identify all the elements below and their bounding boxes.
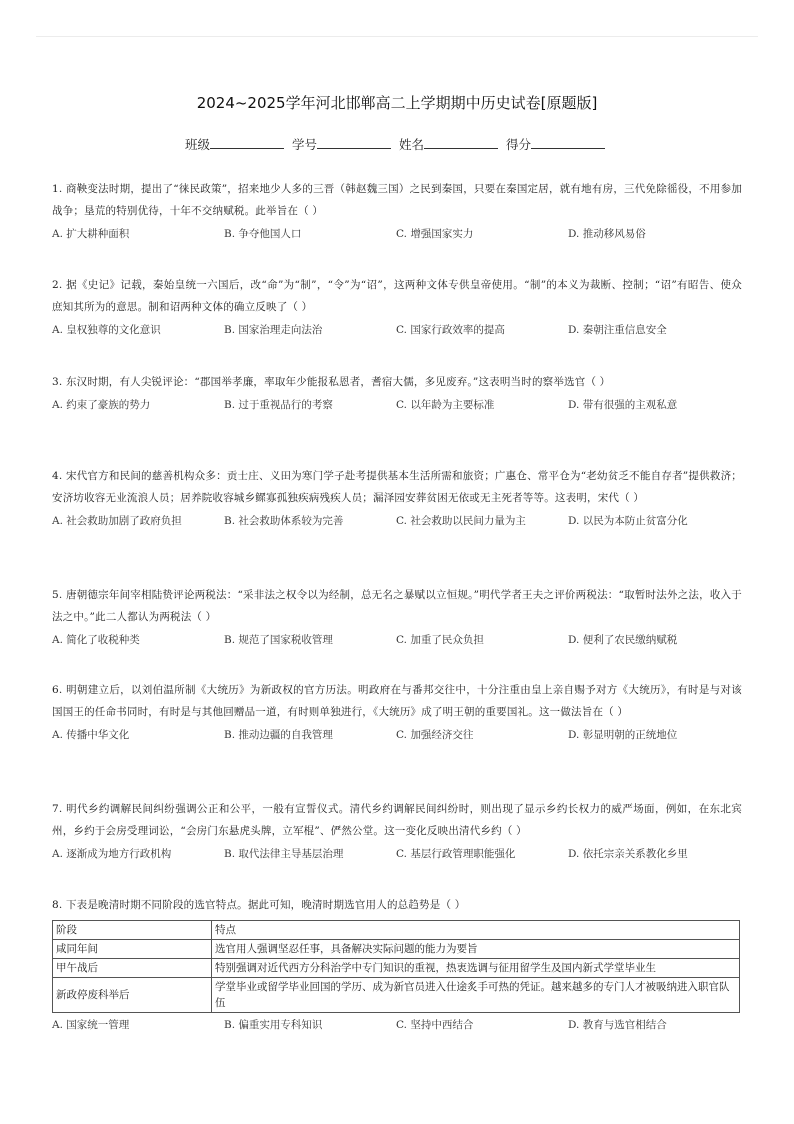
question-stem: 8. 下表是晚清时期不同阶段的选官特点。据此可知，晚清时期选官用人的总趋势是（ ） bbox=[52, 899, 466, 911]
option-c[interactable]: C. 坚持中西结合 bbox=[396, 1019, 474, 1031]
table-header-row bbox=[53, 921, 740, 940]
table-header-cell: 特点 bbox=[212, 921, 740, 940]
score-blank[interactable] bbox=[531, 137, 605, 149]
option-c[interactable]: C. 以年龄为主要标准 bbox=[396, 399, 495, 411]
student-info-line bbox=[0, 135, 794, 153]
option-b[interactable]: B. 国家治理走向法治 bbox=[224, 324, 323, 336]
table-cell-feature: 选官用人强调坚忍任事，具备解决实际问题的能力为要旨 bbox=[212, 940, 740, 959]
option-c[interactable]: C. 加强经济交往 bbox=[396, 729, 474, 741]
option-c[interactable]: C. 社会救助以民间力量为主 bbox=[396, 515, 526, 527]
option-a[interactable]: A. 传播中华文化 bbox=[52, 729, 130, 741]
options-row bbox=[52, 226, 742, 241]
option-b[interactable]: B. 推动边疆的自我管理 bbox=[224, 729, 333, 741]
option-d[interactable]: D. 以民为本防止贫富分化 bbox=[568, 515, 688, 527]
table-cell-stage: 咸同年间 bbox=[53, 940, 212, 959]
option-a[interactable]: A. 扩大耕种面积 bbox=[52, 228, 130, 240]
question-stem: 7. 明代乡约调解民间纠纷强调公正和公平，一般有宣誓仪式。清代乡约调解民间纠纷时，则出现了显示乡约长权力的威严场面，例如，在东北宾州，乡约于会房受理词讼，“会房门东悬虎头牌，立军棍”、俨然公堂。这一变化反映出清代乡约（ ） bbox=[52, 803, 742, 837]
question-5 bbox=[52, 584, 742, 647]
name-blank[interactable] bbox=[424, 137, 498, 149]
option-b[interactable]: B. 偏重实用专科知识 bbox=[224, 1019, 323, 1031]
table-cell-stage: 甲午战后 bbox=[53, 959, 212, 978]
question-stem: 5. 唐朝德宗年间宰相陆贽评论两税法：“采非法之权令以为经制，总无名之暴赋以立恒规。”明代学者王夫之评价两税法：“取暂时法外之法，收入于法之中。”此二人都认为两税法（ ） bbox=[52, 589, 742, 623]
score-label: 得分 bbox=[505, 137, 531, 152]
option-d[interactable]: D. 教育与选官相结合 bbox=[568, 1019, 667, 1031]
question-8 bbox=[52, 894, 742, 1032]
table-cell-stage: 新政停废科举后 bbox=[53, 978, 212, 1013]
question-stem: 1. 商鞅变法时期，提出了“徕民政策”，招来地少人多的三晋（韩赵魏三国）之民到秦国，只要在秦国定居，就有地有房，三代免除徭役，不用参加战争；垦荒的特别优待，十年不交纳赋税。此举旨在（ ） bbox=[52, 183, 742, 217]
table-cell-feature: 学堂毕业或留学毕业回国的学历、成为新官员进入仕途炙手可热的凭证。越来越多的专门人才被吸纳进入职官队伍 bbox=[212, 978, 740, 1013]
option-d[interactable]: D. 推动移风易俗 bbox=[568, 228, 646, 240]
table-row bbox=[53, 959, 740, 978]
option-a[interactable]: A. 约束了豪族的势力 bbox=[52, 399, 151, 411]
option-d[interactable]: D. 秦朝注重信息安全 bbox=[568, 324, 667, 336]
option-b[interactable]: B. 过于重视品行的考察 bbox=[224, 399, 333, 411]
option-b[interactable]: B. 社会救助体系较为完善 bbox=[224, 515, 344, 527]
question-stem: 6. 明朝建立后，以刘伯温所制《大统历》为新政权的官方历法。明政府在与番邦交往中，十分注重由皇上亲自赐予对方《大统历》，有时是与对该国国王的任命书同时，有时是与其他回赠品一道，有时则单独进行，《大统历》成了明王朝的重要国礼。这一做法旨在（ ） bbox=[52, 684, 742, 718]
option-c[interactable]: C. 加重了民众负担 bbox=[396, 634, 484, 646]
page-top-rule bbox=[36, 36, 758, 37]
question-3 bbox=[52, 371, 742, 412]
options-row bbox=[52, 397, 742, 412]
question-7 bbox=[52, 798, 742, 861]
options-row bbox=[52, 513, 742, 528]
option-a[interactable]: A. 简化了收税种类 bbox=[52, 634, 140, 646]
class-blank[interactable] bbox=[210, 137, 284, 149]
student-number-label: 学号 bbox=[291, 137, 317, 152]
student-number-blank[interactable] bbox=[317, 137, 391, 149]
option-a[interactable]: A. 皇权独尊的文化意识 bbox=[52, 324, 161, 336]
option-c[interactable]: C. 增强国家实力 bbox=[396, 228, 474, 240]
option-a[interactable]: A. 社会救助加剧了政府负担 bbox=[52, 515, 182, 527]
options-row bbox=[52, 322, 742, 337]
table-header-cell: 阶段 bbox=[53, 921, 212, 940]
page-title: 2024~2025学年河北邯郸高二上学期期中历史试卷[原题版] bbox=[196, 94, 598, 112]
options-row bbox=[52, 727, 742, 742]
option-d[interactable]: D. 带有很强的主观私意 bbox=[568, 399, 678, 411]
name-label: 姓名 bbox=[398, 137, 424, 152]
table-cell-feature: 特别强调对近代西方分科治学中专门知识的重视，热衷选调与征用留学生及国内新式学堂毕业生 bbox=[212, 959, 740, 978]
option-a[interactable]: A. 国家统一管理 bbox=[52, 1019, 130, 1031]
options-row bbox=[52, 632, 742, 647]
table-row bbox=[53, 940, 740, 959]
question-6 bbox=[52, 679, 742, 742]
option-b[interactable]: B. 规范了国家税收管理 bbox=[224, 634, 333, 646]
class-label: 班级 bbox=[184, 137, 210, 152]
option-b[interactable]: B. 争夺他国人口 bbox=[224, 228, 302, 240]
options-row bbox=[52, 846, 742, 861]
option-d[interactable]: D. 依托宗亲关系教化乡里 bbox=[568, 848, 688, 860]
option-c[interactable]: C. 基层行政管理职能强化 bbox=[396, 848, 516, 860]
question-2 bbox=[52, 274, 742, 337]
options-row bbox=[52, 1017, 742, 1032]
question-stem: 2. 据《史记》记载，秦始皇统一六国后，改“命”为“制”，“令”为“诏”，这两种文体专供皇帝使用。“制”的本义为裁断、控制；“诏”有昭告、使众庶知其所为的意思。制和诏两种文体的确立反映了（ ） bbox=[52, 279, 742, 313]
option-d[interactable]: D. 彰显明朝的正统地位 bbox=[568, 729, 678, 741]
table-row bbox=[53, 978, 740, 1013]
option-d[interactable]: D. 便利了农民缴纳赋税 bbox=[568, 634, 678, 646]
selection-features-table bbox=[52, 920, 740, 1013]
question-4 bbox=[52, 465, 742, 528]
question-stem: 4. 宋代官方和民间的慈善机构众多：贡士庄、义田为寒门学子赴考提供基本生活所需和旅资；广惠仓、常平仓为“老幼贫乏不能自存者”提供救济；安济坊收容无业流浪人员；居养院收容城乡鳏寡孤独疾病残疾人员；漏泽园安葬贫困无依或无主死者等等。这表明，宋代（ ） bbox=[52, 470, 742, 504]
option-a[interactable]: A. 逐渐成为地方行政机构 bbox=[52, 848, 172, 860]
question-stem: 3. 东汉时期，有人尖锐评论：“郡国举孝廉，率取年少能报私恩者，耆宿大儒，多见废弃。”这表明当时的察举选官（ ） bbox=[52, 376, 611, 388]
option-c[interactable]: C. 国家行政效率的提高 bbox=[396, 324, 505, 336]
option-b[interactable]: B. 取代法律主导基层治理 bbox=[224, 848, 344, 860]
question-1 bbox=[52, 178, 742, 241]
